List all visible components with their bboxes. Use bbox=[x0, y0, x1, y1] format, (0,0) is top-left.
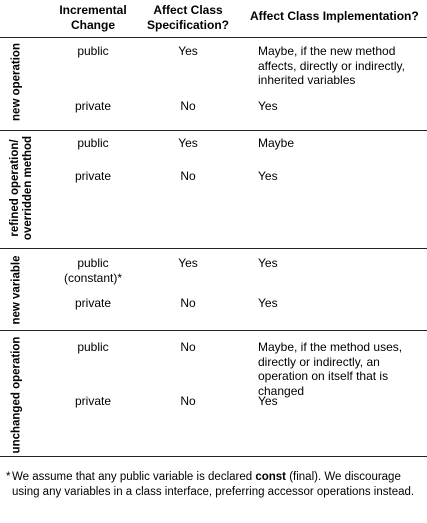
spec-cell: Yes bbox=[178, 136, 198, 150]
change-cell: public bbox=[77, 136, 109, 150]
spec-cell: Yes bbox=[178, 256, 198, 270]
change-cell: private bbox=[74, 169, 112, 183]
spec-cell: No bbox=[180, 340, 196, 354]
spec-cell: No bbox=[180, 394, 196, 408]
change-cell: private bbox=[74, 394, 112, 408]
spec-cell: No bbox=[180, 296, 196, 310]
group-label-new-variable: new variable bbox=[10, 255, 23, 325]
impl-cell: Maybe, if the method uses, directly or indirectly, an operation on itself that is changed bbox=[258, 340, 403, 398]
impl-cell: Yes bbox=[258, 99, 278, 113]
footnote-part2: (final). We discourage using any variables in a class interface, preferring accessor operations instead. bbox=[12, 471, 415, 498]
change-cell: public (constant)* bbox=[63, 256, 123, 285]
impl-cell: Yes bbox=[258, 169, 278, 183]
header-divider bbox=[0, 37, 427, 38]
spec-cell: Yes bbox=[178, 44, 198, 58]
change-cell: private bbox=[74, 99, 112, 113]
change-cell: public bbox=[77, 340, 109, 354]
impl-cell: Yes bbox=[258, 296, 278, 310]
footnote-bold: const bbox=[255, 471, 287, 483]
group-label-refined-operation bbox=[9, 136, 35, 240]
group-label-new-operation: new operation bbox=[10, 43, 23, 121]
footnote-asterisk: * bbox=[6, 471, 11, 483]
impl-cell: Yes bbox=[258, 394, 278, 408]
impl-cell: Yes bbox=[258, 256, 278, 270]
footnote-part1: We assume that any public variable is declared bbox=[12, 471, 256, 483]
group-label-line: refined operation/ bbox=[9, 139, 21, 237]
group-label-line: overridden method bbox=[22, 135, 34, 241]
header-affect-spec: Affect Class Specification? bbox=[146, 3, 229, 32]
change-cell: public bbox=[77, 44, 109, 58]
impl-cell: Maybe, if the new method affects, directly or indirectly, inherited variables bbox=[258, 44, 405, 87]
group-label-unchanged-operation: unchanged operation bbox=[10, 336, 23, 454]
group-divider bbox=[0, 248, 427, 249]
footnote-text bbox=[6, 470, 421, 499]
header-incremental-change: Incremental Change bbox=[59, 3, 127, 32]
header-affect-impl: Affect Class Implementation? bbox=[250, 9, 419, 23]
change-cell: private bbox=[74, 296, 112, 310]
impl-cell: Maybe bbox=[258, 136, 295, 150]
spec-cell: No bbox=[180, 99, 196, 113]
spec-cell: No bbox=[180, 169, 196, 183]
footnote bbox=[6, 470, 421, 499]
table-bottom-divider bbox=[0, 456, 427, 457]
group-divider bbox=[0, 330, 427, 331]
group-divider bbox=[0, 130, 427, 131]
